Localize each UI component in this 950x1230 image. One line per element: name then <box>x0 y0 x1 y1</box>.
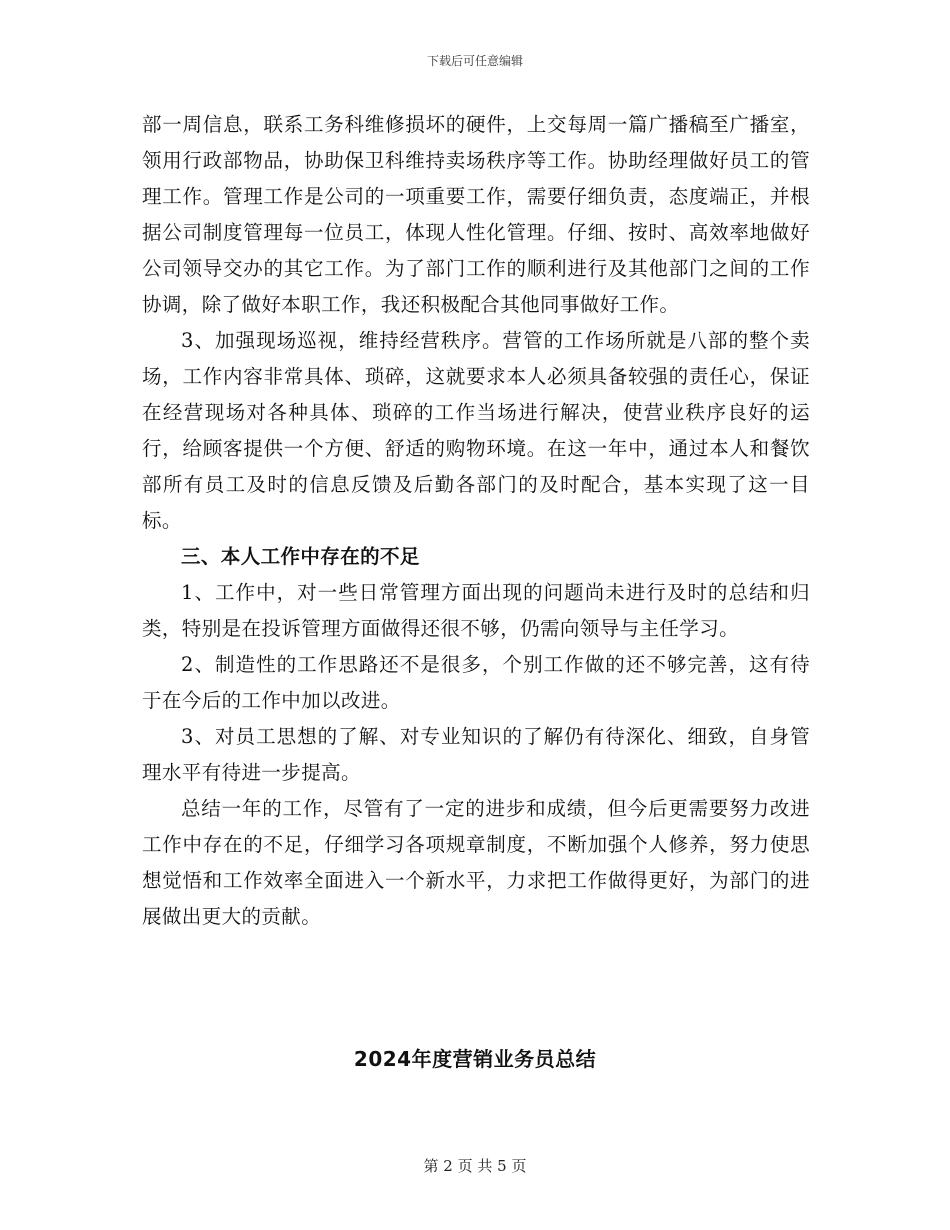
paragraph-shortcoming-2: 2、制造性的工作思路还不是很多，个别工作做的还不够完善，这有待于在今后的工作中加以改进。 <box>142 653 810 712</box>
page-header: 下载后可任意编辑 <box>426 54 523 68</box>
paragraph-conclusion: 总结一年的工作，尽管有了一定的进步和成绩，但今后更需要努力改进工作中存在的不足，仔细学习各项规章制度，不断加强个人修养，努力使思想觉悟和工作效率全面进入一个新水平，力求把工作做得更好，为部门的进展做出更大的贡献。 <box>142 797 810 928</box>
paragraph-shortcoming-1: 1、工作中，对一些日常管理方面出现的问题尚未进行及时的总结和归类，特别是在投诉管理方面做得还很不够，仍需向领导与主任学习。 <box>142 581 810 640</box>
paragraph-continued: 部一周信息，联系工务科维修损坏的硬件，上交每周一篇广播稿至广播室，领用行政部物品，协助保卫科维持卖场秩序等工作。协助经理做好员工的管理工作。管理工作是公司的一项重要工作，需要仔细负责，态度端正，并根据公司制度管理每一位员工，体现人性化管理。仔细、按时、高效率地做好公司领导交办的其它工作。为了部门工作的顺利进行及其他部门之间的工作协调，除了做好本职工作，我还积极配合其他同事做好工作。 <box>142 113 810 316</box>
next-document-title: 2024年度营销业务员总结 <box>353 1047 597 1071</box>
section-heading-shortcomings: 三、本人工作中存在的不足 <box>181 545 420 568</box>
paragraph-site-inspection: 3、加强现场巡视，维持经营秩序。营管的工作场所就是八部的整个卖场，工作内容非常具体、琐碎，这就要求本人必须具备较强的责任心，保证在经营现场对各种具体、琐碎的工作当场进行解决，使营业秩序良好的运行，给顾客提供一个方便、舒适的购物环境。在这一年中，通过本人和餐饮部所有员工及时的信息反馈及后勤各部门的及时配合，基本实现了这一目标。 <box>142 329 810 532</box>
paragraph-shortcoming-3: 3、对员工思想的了解、对专业知识的了解仍有待深化、细致，自身管理水平有待进一步提高。 <box>142 725 810 784</box>
page-number: 第 2 页 共 5 页 <box>423 1157 527 1175</box>
document-body <box>142 107 810 935</box>
